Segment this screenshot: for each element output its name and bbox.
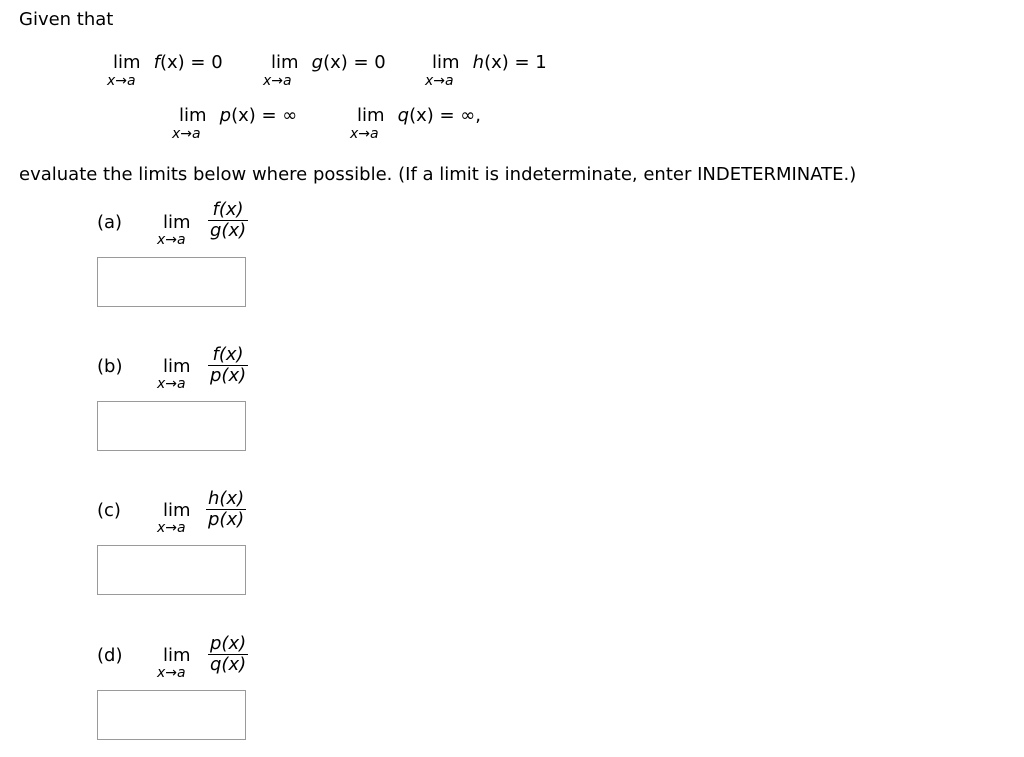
answer-input-b[interactable] <box>97 401 246 451</box>
lim-label: lim <box>271 52 299 73</box>
denominator: q(x) <box>210 654 247 675</box>
lim-subscript: x→a <box>157 520 186 536</box>
given-expression: (x) = ∞ <box>231 105 298 126</box>
part-a-label: (a) <box>97 212 123 233</box>
fraction <box>208 200 248 241</box>
part-c-label: (c) <box>97 500 121 521</box>
denominator: p(x) <box>210 365 247 386</box>
lim-label: lim <box>163 356 191 377</box>
lim-subscript: x→a <box>350 126 379 142</box>
function-name: f <box>153 52 160 73</box>
fraction <box>206 489 246 530</box>
lim-subscript: x→a <box>172 126 201 142</box>
given-g <box>271 52 386 74</box>
lim-label: lim <box>163 212 191 233</box>
numerator: f(x) <box>212 344 244 365</box>
lim-label: lim <box>163 500 191 521</box>
denominator: g(x) <box>210 220 247 241</box>
given-f <box>113 52 223 74</box>
answer-input-c[interactable] <box>97 545 246 595</box>
numerator: f(x) <box>212 199 244 220</box>
function-name: h <box>472 52 485 73</box>
lim-subscript: x→a <box>425 73 454 89</box>
lim-subscript: x→a <box>157 665 186 681</box>
fraction <box>208 345 248 386</box>
fraction <box>208 634 248 675</box>
given-expression: (x) = 0 <box>159 52 223 73</box>
given-q <box>357 105 481 127</box>
given-expression: (x) = 1 <box>484 52 547 73</box>
instruction-text: evaluate the limits below where possible. (If a limit is indeterminate, enter INDETERMINATE.) <box>19 164 857 185</box>
lim-label: lim <box>179 105 207 126</box>
answer-input-d[interactable] <box>97 690 246 740</box>
lim-subscript: x→a <box>157 376 186 392</box>
lim-label: lim <box>357 105 385 126</box>
numerator: p(x) <box>210 633 247 654</box>
lim-label: lim <box>163 645 191 666</box>
given-expression: (x) = 0 <box>323 52 386 73</box>
part-b-label: (b) <box>97 356 123 377</box>
intro-text: Given that <box>19 9 114 30</box>
lim-label: lim <box>432 52 460 73</box>
lim-subscript: x→a <box>157 232 186 248</box>
given-p <box>179 105 297 127</box>
function-name: g <box>311 52 324 73</box>
answer-input-a[interactable] <box>97 257 246 307</box>
given-expression: (x) = ∞, <box>409 105 482 126</box>
denominator: p(x) <box>208 509 245 530</box>
lim-label: lim <box>113 52 141 73</box>
lim-subscript: x→a <box>107 73 136 89</box>
lim-subscript: x→a <box>263 73 292 89</box>
numerator: h(x) <box>208 488 245 509</box>
given-h <box>432 52 547 74</box>
function-name: q <box>397 105 410 126</box>
part-d-label: (d) <box>97 645 123 666</box>
function-name: p <box>219 105 232 126</box>
